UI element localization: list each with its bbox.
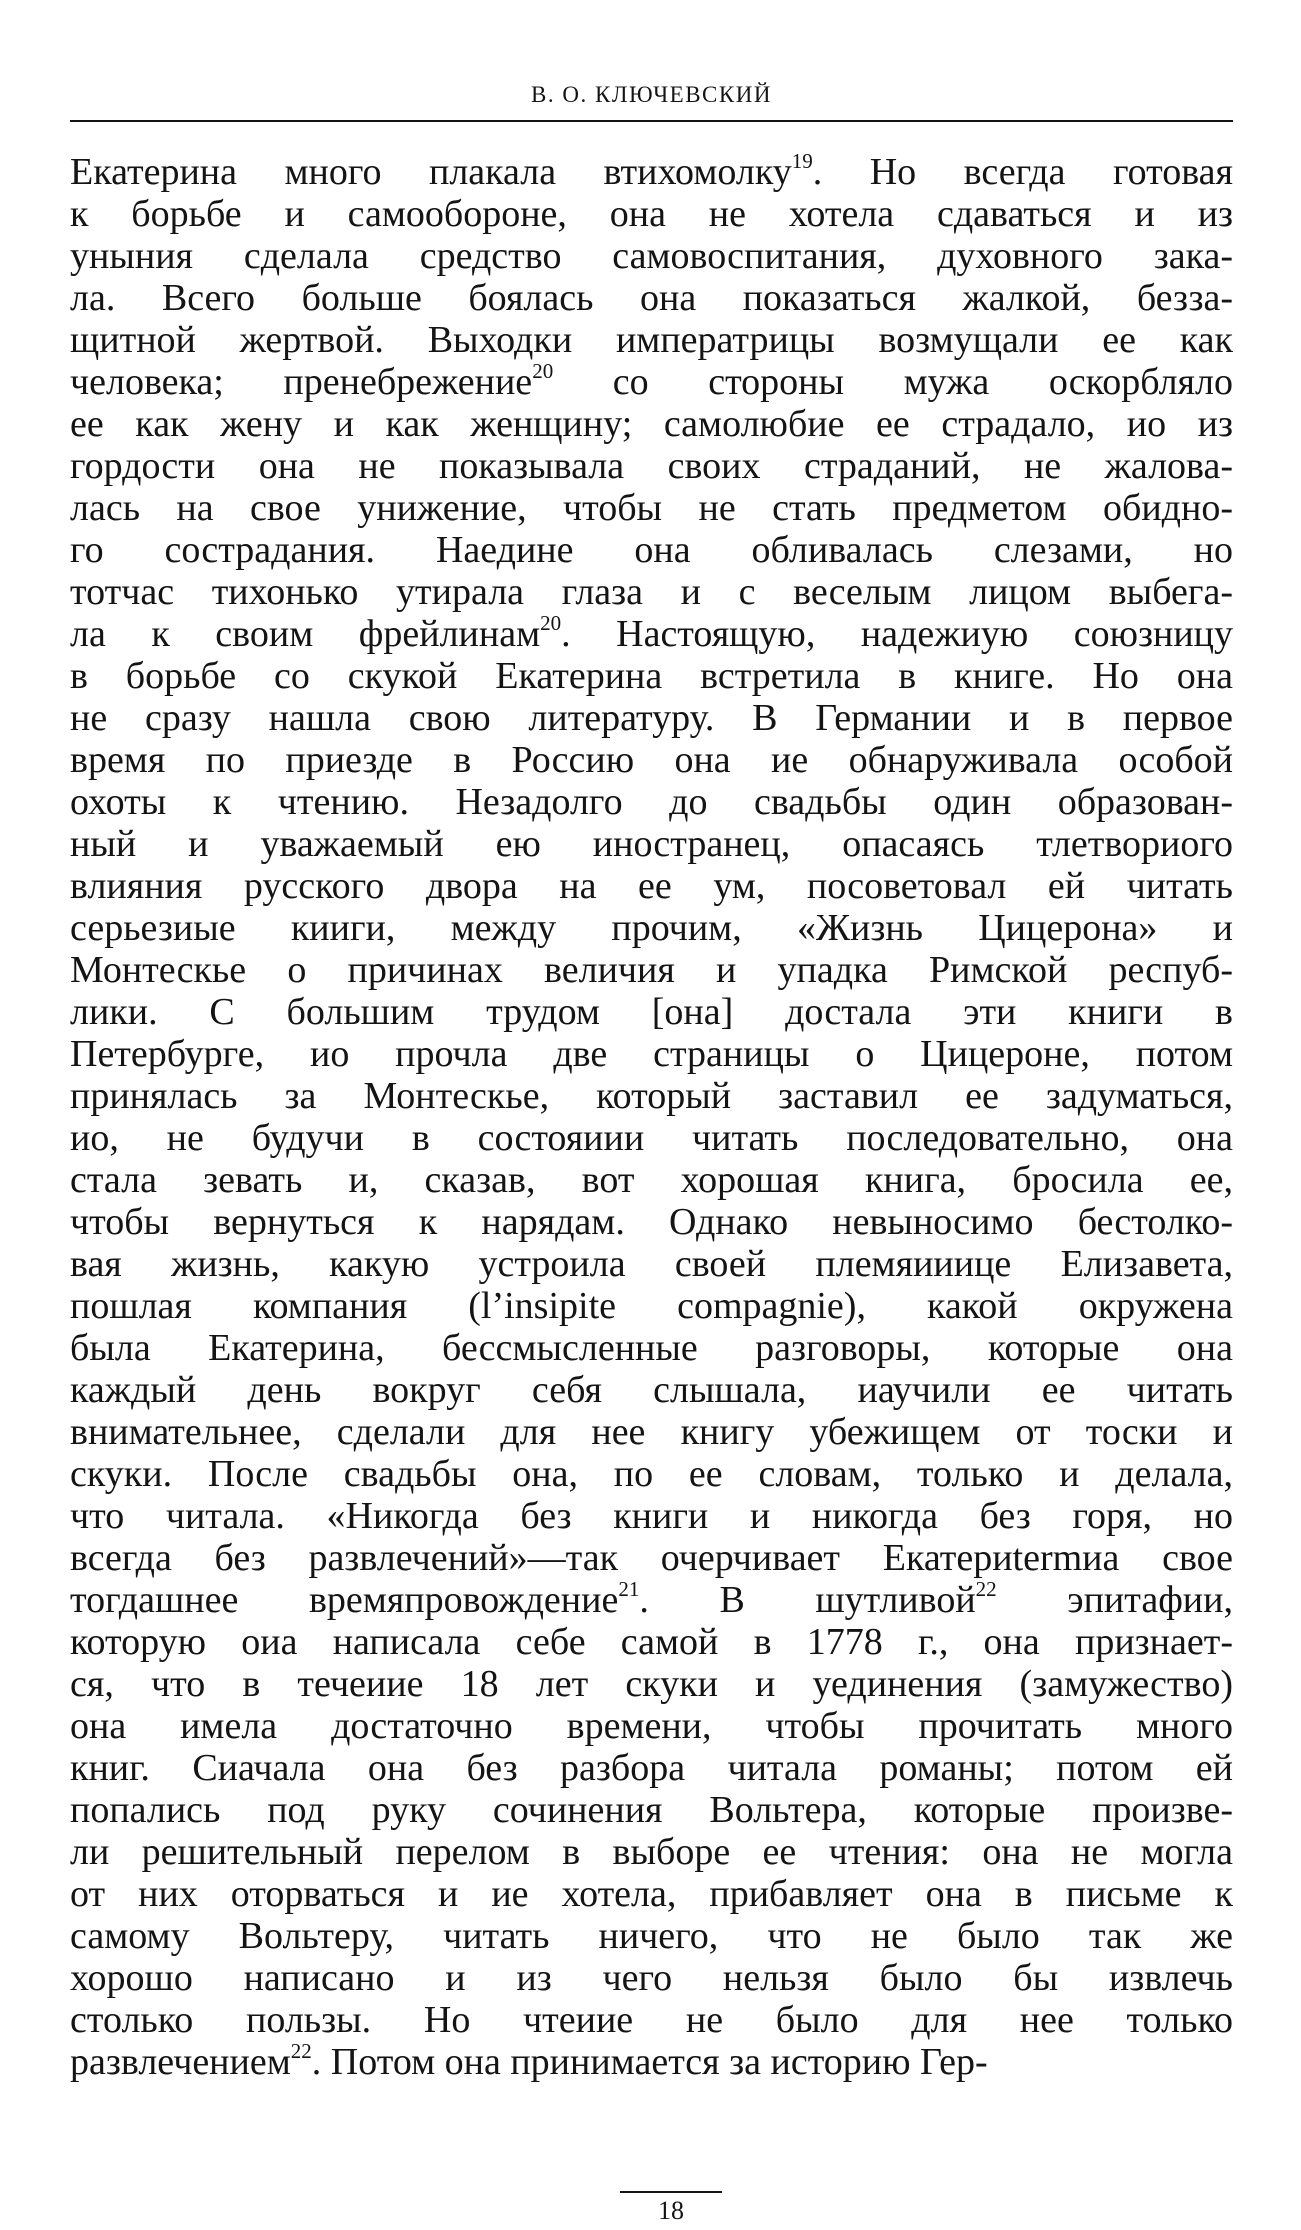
text-line: ся, что в течеиие 18 лет скуки и уединения (замужество) [70, 1663, 1233, 1705]
text-line: человека; пренебрежение$^{20}$ со стороны мужа оскорбляло [70, 359, 1233, 403]
text-line: в борьбе со скукой Екатерина встретила в книге. Но она [70, 655, 1233, 697]
text-line: влияния русского двора на ее ум, посоветовал ей читать [70, 865, 1233, 907]
text-line: внимательнее, сделали для нее книгу убежищем от тоски и [70, 1411, 1233, 1453]
text-line: ный и уважаемый ею иностранец, опасаясь тлетвориого [70, 823, 1233, 865]
text-line: время по приезде в Россию она ие обнаруживала особой [70, 739, 1233, 781]
text-line: хорошо написано и из чего нельзя было бы извлечь [70, 1957, 1233, 1999]
text-line: ли решительный перелом в выборе ее чтения: она не могла [70, 1831, 1233, 1873]
text-line: чтобы вернуться к нарядам. Однако невыносимо бестолко- [70, 1201, 1233, 1243]
footnote-ref[interactable]: 22 [975, 1577, 997, 1601]
text-line: которую оиа написала себе самой в 1778 г., она признает- [70, 1621, 1233, 1663]
text-line: была Екатерина, бессмысленные разговоры, которые она [70, 1327, 1233, 1369]
footnote-ref[interactable]: 20 [532, 359, 554, 383]
text-line: щитной жертвой. Выходки императрицы возмущали ее как [70, 319, 1233, 361]
text-line: попались под руку сочинения Вольтера, которые произве- [70, 1789, 1233, 1831]
text-line: скуки. После свадьбы она, по ее словам, только и делала, [70, 1453, 1233, 1495]
text-line: от них оторваться и ие хотела, прибавляет она в письме к [70, 1873, 1233, 1915]
footnote-ref[interactable]: 20 [540, 611, 562, 635]
text-line: она имела достаточно времени, чтобы прочитать много [70, 1705, 1233, 1747]
running-head: В. О. КЛЮЧЕВСКИЙ [531, 82, 772, 107]
text-line: уныния сделала средство самовоспитания, духовного зака- [70, 235, 1233, 277]
text-line: Монтескье о причинах величия и упадка Римской респуб- [70, 949, 1233, 991]
text-line: не сразу нашла свою литературу. В Германии и в первое [70, 697, 1233, 739]
text-line: каждый день вокруг себя слышала, иаучили ее читать [70, 1369, 1233, 1411]
footnote-ref[interactable]: 21 [618, 1577, 640, 1601]
text-line: серьезиые кииги, между прочим, «Жизнь Цицерона» и [70, 907, 1233, 949]
text-line: ла. Всего больше боялась она показаться жалкой, безза- [70, 277, 1233, 319]
text-line: стала зевать и, сказав, вот хорошая книга, бросила ее, [70, 1159, 1233, 1201]
text-line: вая жизнь, какую устроила своей племяииице Елизавета, [70, 1243, 1233, 1285]
text-line: к борьбе и самообороне, она не хотела сдаваться и из [70, 193, 1233, 235]
text-line: всегда без развлечений»—так очерчивает Екатериtermиа свое [70, 1537, 1233, 1579]
footnote-ref[interactable]: 19 [791, 149, 813, 173]
text-line: лики. С большим трудом [она] достала эти книги в [70, 991, 1233, 1033]
footnote-ref[interactable]: 22 [290, 2039, 312, 2063]
text-line: книг. Сиачала она без разбора читала романы; потом ей [70, 1747, 1233, 1789]
text-line: лась на свое унижение, чтобы не стать предметом обидно- [70, 487, 1233, 529]
text-line: ла к своим фрейлинам$^{20}$. Настоящую, надежиую союзницу [70, 611, 1233, 655]
text-line: столько пользы. Но чтеиие не было для нее только [70, 1999, 1233, 2041]
header-rule [70, 120, 1233, 122]
text-line: развлечением$^{22}$. Потом она принимается за историю Гер- [70, 2039, 988, 2083]
text-line: что читала. «Никогда без книги и никогда без горя, но [70, 1495, 1233, 1537]
text-line: гордости она не показывала своих страданий, не жалова- [70, 445, 1233, 487]
text-line: тогдашнее времяпровождение$^{21}$. В шутливой$^{22}$ эпитафии, [70, 1577, 1233, 1621]
text-line: пошлая компания (l’insipite compagnie), какой окружена [70, 1285, 1233, 1327]
text-line: ио, не будучи в состояиии читать последовательно, она [70, 1117, 1233, 1159]
text-line: самому Вольтеру, читать ничего, что не было так же [70, 1915, 1233, 1957]
text-line: ее как жену и как женщину; самолюбие ее страдало, ио из [70, 403, 1233, 445]
text-line: охоты к чтению. Незадолго до свадьбы один образован- [70, 781, 1233, 823]
footer-rule [620, 2191, 722, 2193]
text-line: принялась за Монтескье, который заставил ее задуматься, [70, 1075, 1233, 1117]
text-line: Екатерина много плакала втихомолку$^{19}$. Но всегда готовая [70, 149, 1233, 193]
text-line: го сострадания. Наедине она обливалась слезами, но [70, 529, 1233, 571]
text-line: Петербурге, ио прочла две страницы о Цицероне, потом [70, 1033, 1233, 1075]
text-line: тотчас тихонько утирала глаза и с веселым лицом выбега- [70, 571, 1233, 613]
page-number: 18 [658, 2196, 684, 2225]
